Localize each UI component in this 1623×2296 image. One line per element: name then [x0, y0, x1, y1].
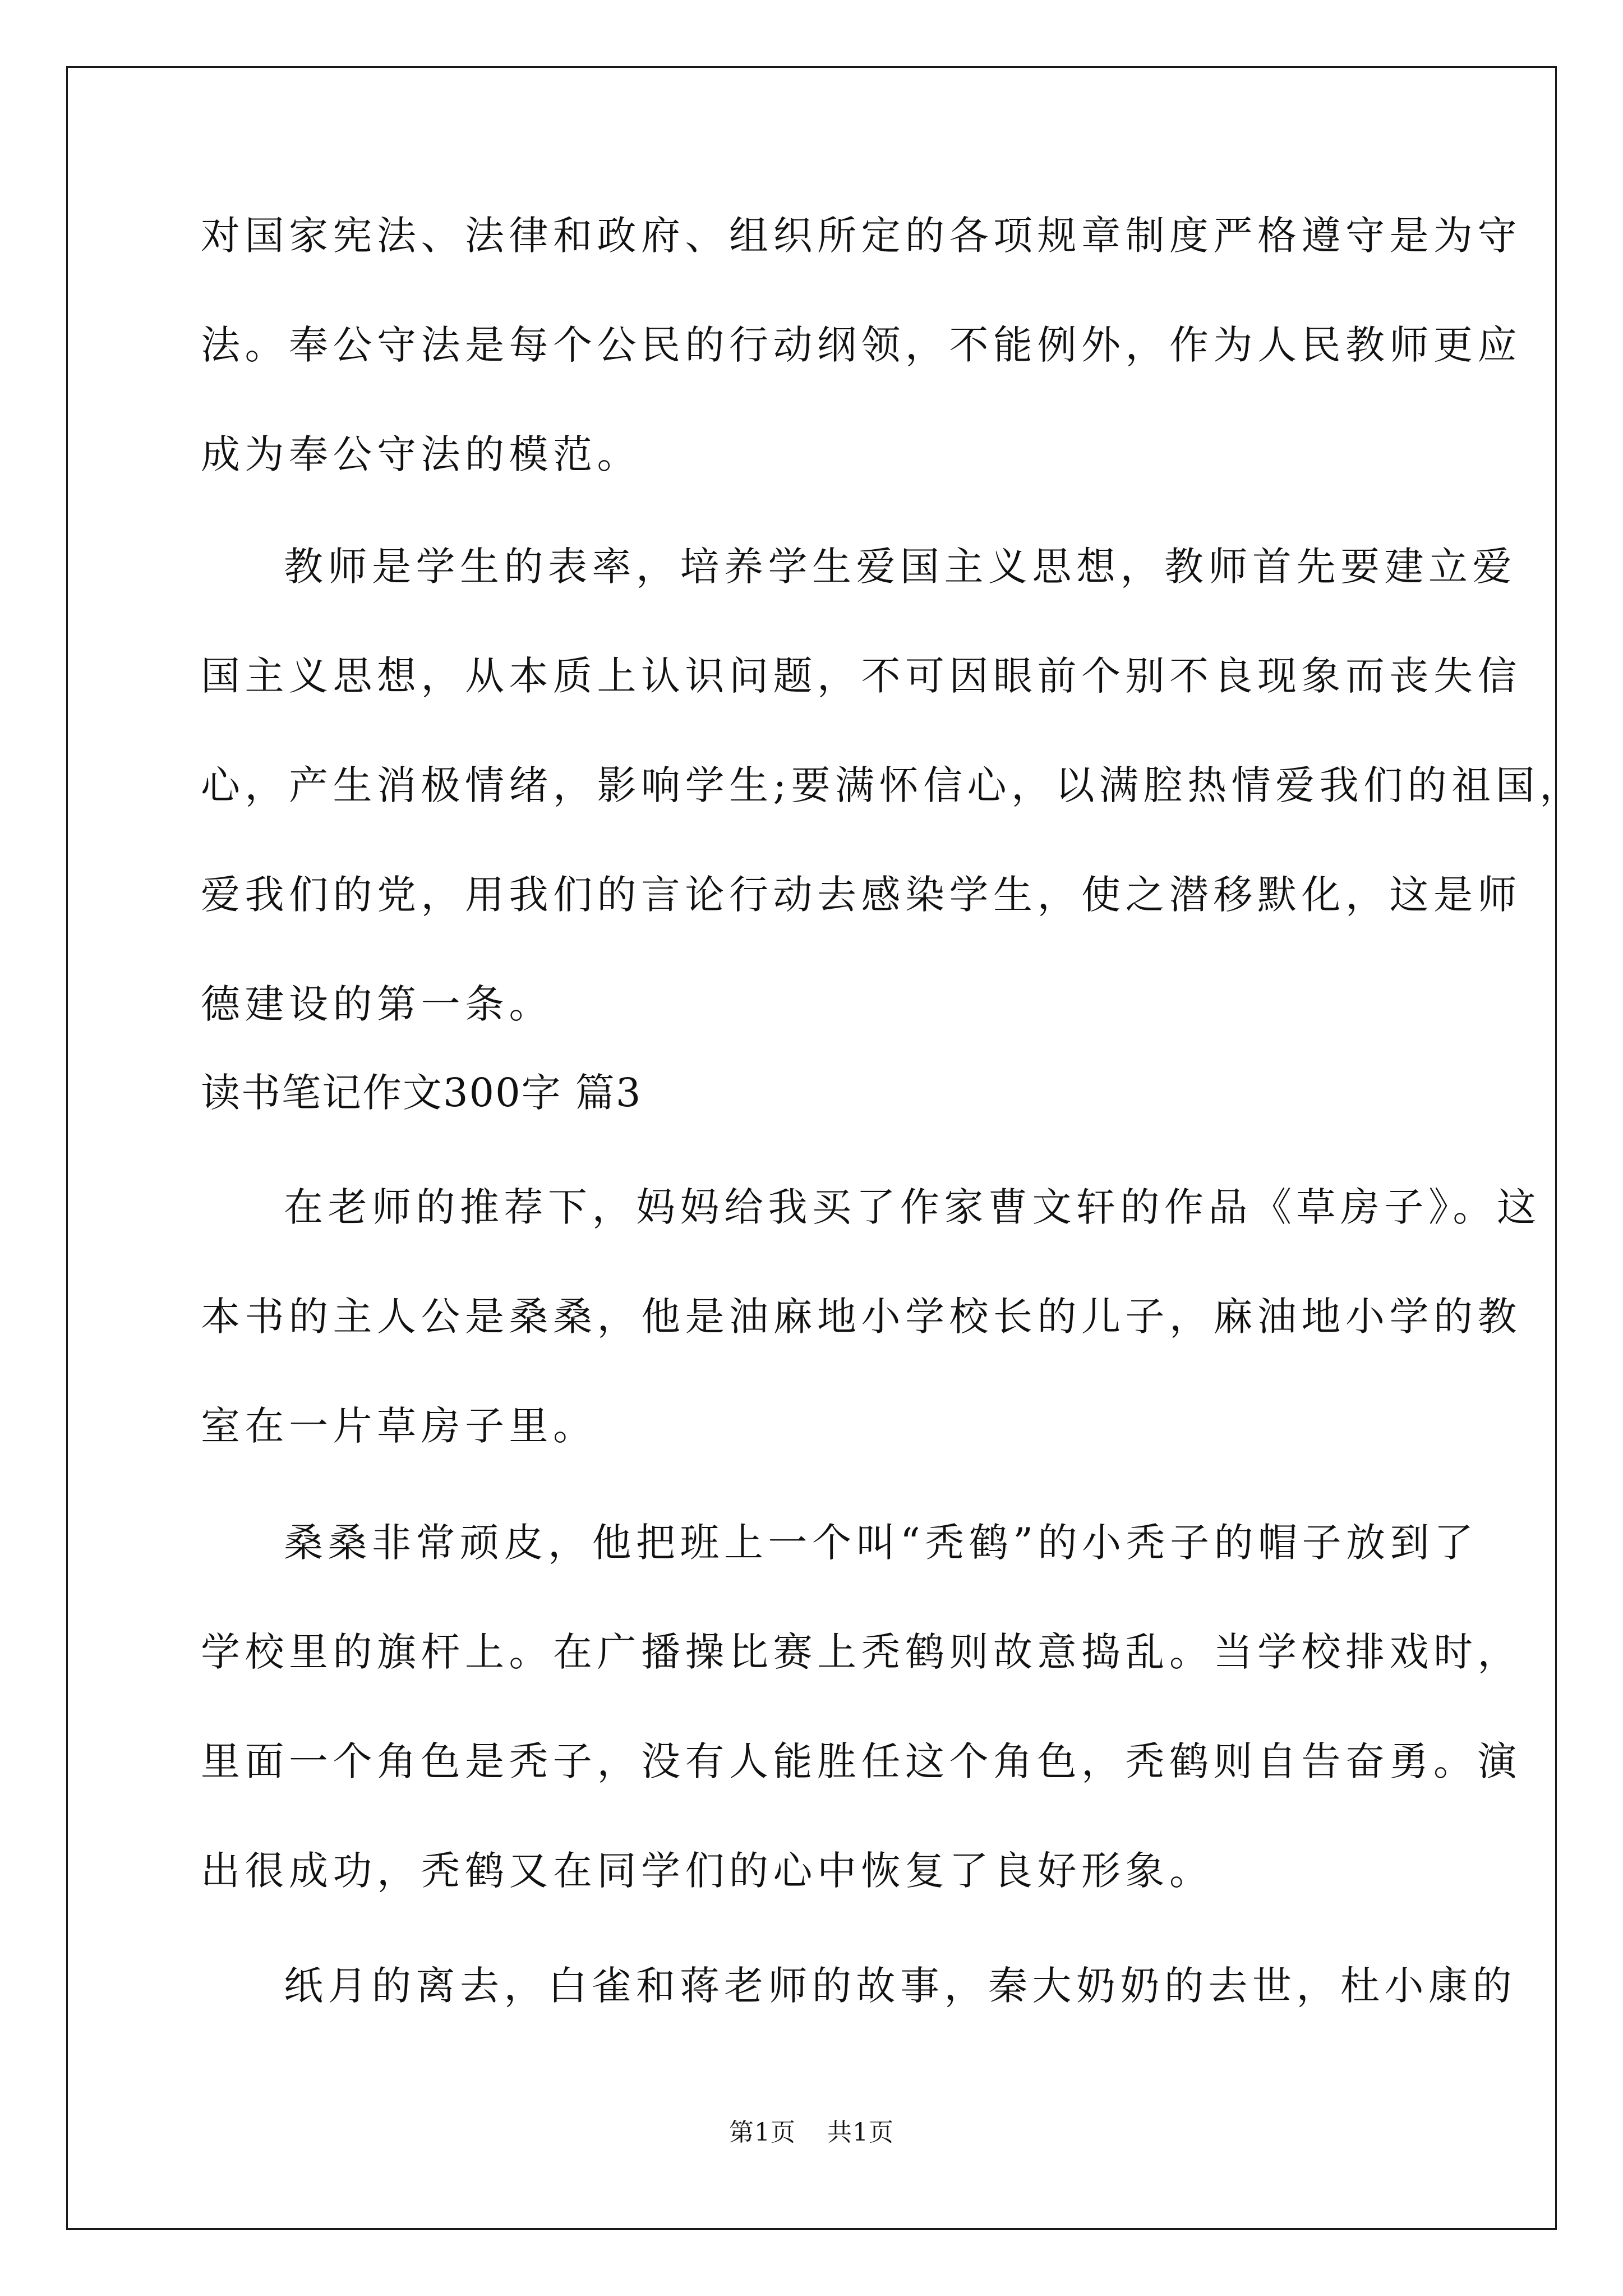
page-footer [0, 2112, 1623, 2148]
paragraph-4-line-1: 桑桑非常顽皮，他把班上一个叫“秃鹤”的小秃子的帽子放到了 [284, 1520, 1478, 1566]
paragraph-3-line-2: 本书的主人公是桑桑，他是油麻地小学校长的儿子，麻油地小学的教 [201, 1294, 1521, 1340]
paragraph-5-line-1: 纸月的离去，白雀和蒋老师的故事，秦大奶奶的去世，杜小康的 [284, 1963, 1516, 2009]
paragraph-4-line-4: 出很成功，秃鹤又在同学们的心中恢复了良好形象。 [201, 1848, 1214, 1894]
page-border [66, 66, 1557, 2230]
page-number-current: 第1页 [729, 2118, 796, 2147]
paragraph-2-line-5: 德建设的第一条。 [201, 981, 553, 1027]
paragraph-1-line-3: 成为奉公守法的模范。 [201, 431, 641, 477]
paragraph-4-line-3: 里面一个角色是秃子，没有人能胜任这个角色，秃鹤则自告奋勇。演 [201, 1738, 1521, 1784]
paragraph-1-line-1: 对国家宪法、法律和政府、组织所定的各项规章制度严格遵守是为守 [201, 213, 1521, 259]
paragraph-2-line-1: 教师是学生的表率，培养学生爱国主义思想，教师首先要建立爱 [284, 544, 1516, 590]
paragraph-2-line-2: 国主义思想，从本质上认识问题，不可因眼前个别不良现象而丧失信 [201, 653, 1521, 699]
page-number-total: 共1页 [827, 2118, 894, 2147]
paragraph-3-line-1: 在老师的推荐下，妈妈给我买了作家曹文轩的作品《草房子》。这 [284, 1184, 1541, 1230]
paragraph-3-line-3: 室在一片草房子里。 [201, 1403, 597, 1449]
section-heading: 读书笔记作文300字 篇3 [201, 1070, 642, 1116]
paragraph-2-line-3: 心，产生消极情绪，影响学生;要满怀信心，以满腔热情爱我们的祖国， [201, 762, 1584, 808]
paragraph-2-line-4: 爱我们的党，用我们的言论行动去感染学生，使之潜移默化，这是师 [201, 872, 1521, 918]
paragraph-4-line-2: 学校里的旗杆上。在广播操比赛上秃鹤则故意捣乱。当学校排戏时， [201, 1629, 1521, 1675]
paragraph-1-line-2: 法。奉公守法是每个公民的行动纲领，不能例外，作为人民教师更应 [201, 322, 1521, 368]
